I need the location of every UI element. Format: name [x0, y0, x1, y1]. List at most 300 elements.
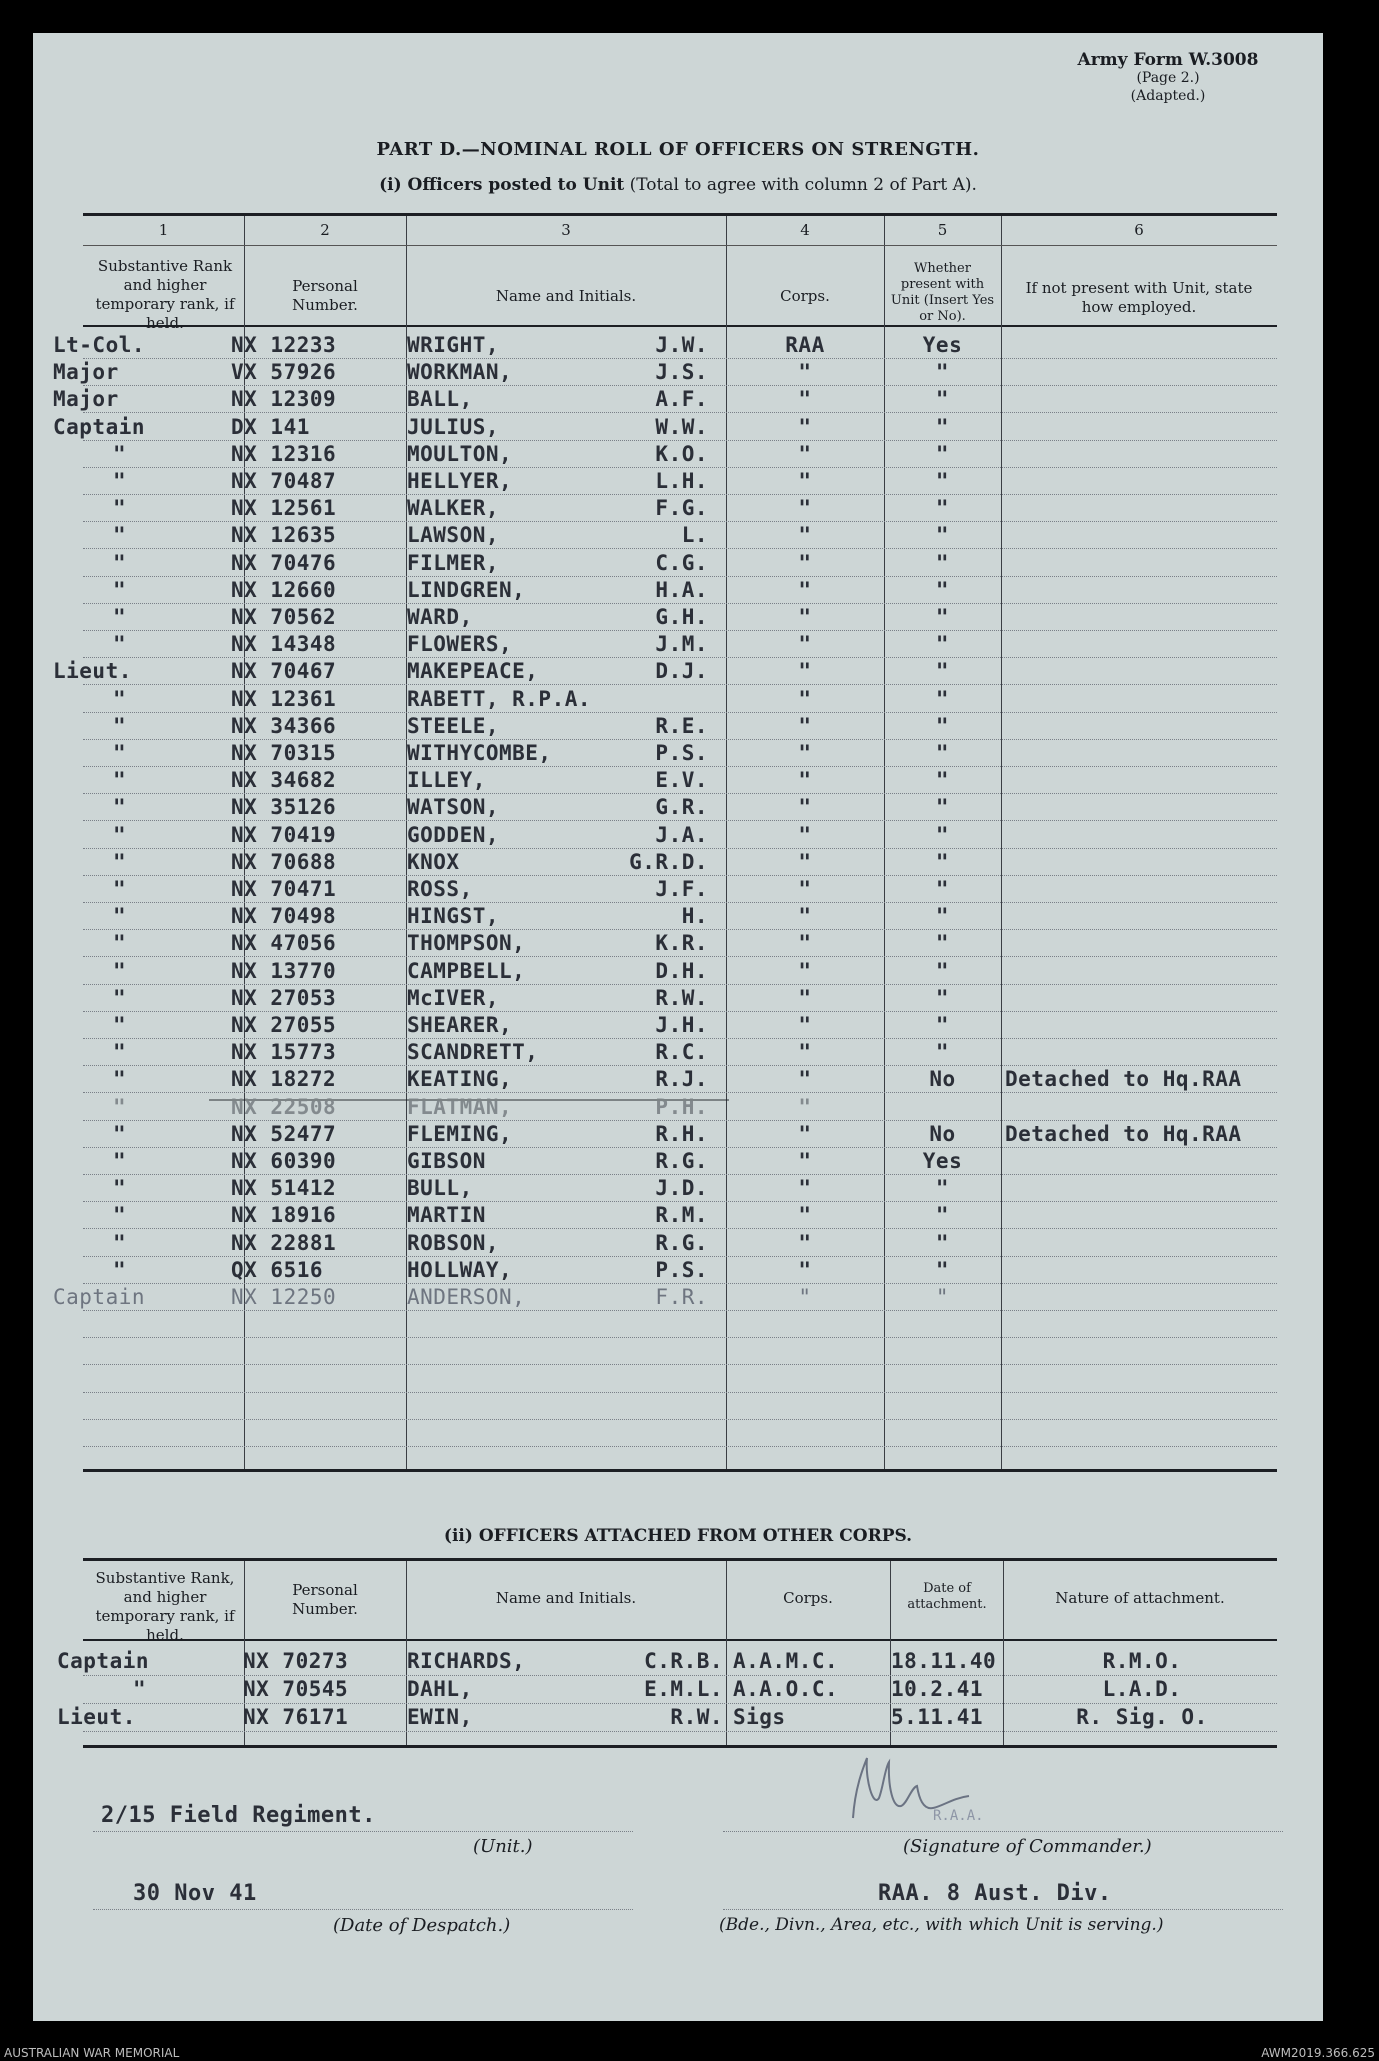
name-cell: BALL,: [407, 387, 473, 412]
present-cell: ": [935, 822, 950, 847]
number-cell: NX 70688: [231, 849, 337, 874]
corps-cell: ": [798, 577, 812, 602]
part-ii-header-number: Personal Number.: [292, 1581, 358, 1618]
name-cell: WRIGHT,: [407, 333, 500, 357]
table-row: [33, 1149, 1323, 1175]
number-cell: NX 70562: [231, 605, 337, 629]
initials-cell: R.E.: [655, 713, 708, 738]
initials-cell: A.F.: [655, 387, 708, 412]
initials-cell: J.H.: [655, 1013, 708, 1037]
name-cell: ROSS,: [407, 877, 473, 901]
name-cell: HELLYER,: [407, 469, 513, 493]
rank-cell: ": [113, 605, 127, 629]
initials-cell: G.R.D.: [629, 849, 708, 874]
rank-cell: ": [113, 1013, 127, 1037]
initials-cell: E.V.: [655, 768, 708, 793]
table-row: [33, 659, 1323, 685]
corps-cell: ": [798, 795, 812, 820]
form-id-page: (Page 2.): [1136, 70, 1200, 86]
rank-cell: ": [113, 496, 127, 521]
bde-label: (Bde., Divn., Area, etc., with which Unit is serving.): [719, 1915, 1164, 1935]
table-row: [33, 632, 1323, 658]
row-dotted-line: [83, 1337, 1277, 1338]
part-ii-header-nature: Nature of attachment.: [1055, 1589, 1225, 1607]
name-cell: GODDEN,: [407, 822, 500, 847]
table-row: [33, 605, 1323, 631]
rank-cell: ": [113, 686, 127, 711]
table-row: [33, 523, 1323, 549]
number-cell: NX 70273: [243, 1649, 349, 1673]
date-value: 30 Nov 41: [133, 1881, 257, 1906]
present-cell: ": [935, 741, 950, 765]
nature-cell: L.A.D.: [1102, 1677, 1182, 1701]
corps-cell: ": [798, 849, 812, 874]
name-cell: KNOX: [407, 849, 460, 874]
rank-cell: ": [113, 1203, 127, 1228]
initials-cell: D.J.: [655, 659, 708, 684]
present-cell: ": [935, 469, 950, 493]
initials-cell: C.G.: [655, 550, 708, 575]
rank-cell: ": [113, 904, 127, 929]
table-row: [33, 1040, 1323, 1066]
col-number-1: 1: [158, 221, 169, 239]
rank-cell: ": [113, 713, 127, 738]
name-cell: RABETT, R.P.A.: [407, 686, 592, 711]
initials-cell: R.H.: [655, 1121, 708, 1146]
corps-cell: ": [798, 360, 812, 385]
present-cell: ": [935, 904, 950, 929]
header-employed: If not present with Unit, state how employed.: [1025, 279, 1253, 316]
corps-cell: ": [798, 1285, 812, 1309]
bde-line: [723, 1909, 1283, 1910]
table-row: [33, 578, 1323, 604]
table-row: [33, 1677, 1323, 1703]
row-dotted-line: [83, 1731, 1277, 1732]
table-top-rule: [83, 213, 1277, 216]
rank-cell: ": [113, 1067, 127, 1092]
col-number-rule: [83, 245, 1277, 246]
corps-cell: ": [798, 1176, 812, 1201]
name-cell: SHEARER,: [407, 1013, 513, 1037]
number-cell: NX 18272: [231, 1067, 337, 1092]
table-row: [33, 415, 1323, 441]
table-row: [33, 741, 1323, 767]
rank-cell: ": [113, 1176, 127, 1201]
table-row: [33, 496, 1323, 522]
number-cell: NX 22508: [231, 1094, 337, 1119]
rank-cell: ": [133, 1677, 147, 1701]
date-line: [93, 1909, 633, 1910]
present-cell: ": [935, 659, 950, 684]
name-cell: GIBSON: [407, 1149, 486, 1173]
present-cell: ": [935, 1013, 950, 1037]
corps-cell: ": [798, 605, 812, 629]
document-sheet: [33, 33, 1323, 2021]
table-row: [33, 687, 1323, 713]
number-cell: NX 70545: [243, 1677, 349, 1701]
rank-cell: ": [113, 795, 127, 820]
table-row: [33, 333, 1323, 359]
initials-cell: J.M.: [655, 632, 708, 657]
initials-cell: W.W.: [655, 414, 708, 439]
header-rank: Substantive Rank and higher temporary rank, if held.: [95, 257, 235, 332]
number-cell: NX 76171: [243, 1705, 349, 1729]
rank-cell: ": [113, 741, 127, 765]
name-cell: FILMER,: [407, 550, 500, 575]
corps-cell: ": [798, 1257, 812, 1282]
name-cell: WATSON,: [407, 795, 500, 820]
svg-text:R.A.A.: R.A.A.: [933, 1808, 984, 1824]
corps-cell: ": [798, 496, 812, 521]
initials-cell: G.H.: [655, 605, 708, 629]
table-row: [33, 1122, 1323, 1148]
initials-cell: K.O.: [655, 441, 708, 466]
number-cell: NX 27055: [231, 1013, 337, 1037]
corps-cell: ": [798, 768, 812, 793]
employed-cell: Detached to Hq.RAA: [1005, 1067, 1242, 1092]
initials-cell: J.D.: [655, 1176, 708, 1201]
present-cell: ": [935, 387, 950, 412]
part-ii-header-date: Date of attachment.: [907, 1581, 987, 1612]
name-cell: ROBSON,: [407, 1230, 500, 1255]
present-cell: ": [935, 605, 950, 629]
number-cell: NX 60390: [231, 1149, 337, 1173]
corps-cell: ": [798, 550, 812, 575]
initials-cell: E.M.L.: [644, 1677, 723, 1701]
name-cell: DAHL,: [407, 1677, 473, 1701]
table-row: [33, 1203, 1323, 1229]
initials-cell: R.C.: [655, 1040, 708, 1065]
bde-value: RAA. 8 Aust. Div.: [878, 1881, 1112, 1906]
rank-cell: Major: [53, 360, 119, 385]
date-cell: 18.11.40: [891, 1649, 997, 1673]
table-row: [33, 986, 1323, 1012]
table-row: [33, 442, 1323, 468]
present-cell: ": [935, 441, 950, 466]
corps-cell: ": [798, 904, 812, 929]
present-cell: ": [935, 1285, 950, 1309]
form-id: [1033, 51, 1303, 105]
table-row: [33, 360, 1323, 386]
nature-cell: R. Sig. O.: [1076, 1705, 1208, 1729]
corps-cell: ": [798, 1230, 812, 1255]
present-cell: Yes: [922, 1149, 963, 1173]
number-cell: NX 70471: [231, 877, 337, 901]
number-cell: NX 70498: [231, 904, 337, 929]
number-cell: NX 18916: [231, 1203, 337, 1228]
number-cell: NX 27053: [231, 985, 337, 1010]
number-cell: NX 13770: [231, 958, 337, 983]
corps-cell: ": [798, 523, 812, 548]
name-cell: WORKMAN,: [407, 360, 513, 385]
rank-cell: Major: [53, 387, 119, 412]
present-cell: No: [929, 1067, 956, 1092]
row-dotted-line: [83, 1364, 1277, 1365]
part-ii-title: (ii) OFFICERS ATTACHED FROM OTHER CORPS.: [443, 1526, 913, 1546]
initials-cell: J.F.: [655, 877, 708, 901]
present-cell: ": [935, 1176, 950, 1201]
name-cell: LAWSON,: [407, 523, 500, 548]
unit-line: [93, 1831, 633, 1832]
name-cell: WARD,: [407, 605, 473, 629]
corps-cell: ": [798, 741, 812, 765]
present-cell: ": [935, 632, 950, 657]
present-cell: ": [935, 1040, 950, 1065]
present-cell: ": [935, 550, 950, 575]
number-cell: NX 70476: [231, 550, 337, 575]
table-row: [33, 714, 1323, 740]
header-name: Name and Initials.: [495, 287, 637, 305]
initials-cell: P.H.: [655, 1094, 708, 1119]
unit-value: 2/15 Field Regiment.: [101, 1803, 376, 1828]
corps-cell: ": [798, 958, 812, 983]
rank-cell: Lieut.: [53, 659, 132, 684]
form-id-number: Army Form W.3008: [1077, 50, 1259, 70]
table-bottom-rule: [83, 1469, 1277, 1472]
name-cell: MARTIN: [407, 1203, 486, 1228]
corps-cell: ": [798, 387, 812, 412]
rank-cell: ": [113, 958, 127, 983]
name-cell: EWIN,: [407, 1705, 473, 1729]
signature-label: (Signature of Commander.): [903, 1836, 1152, 1857]
table-row: [33, 1231, 1323, 1257]
present-cell: ": [935, 1230, 950, 1255]
name-cell: SCANDRETT,: [407, 1040, 539, 1065]
number-cell: NX 12660: [231, 577, 337, 602]
corps-cell: A.A.M.C.: [733, 1649, 839, 1673]
rank-cell: Lieut.: [57, 1705, 136, 1729]
name-cell: STEELE,: [407, 713, 500, 738]
present-cell: ": [935, 958, 950, 983]
number-cell: NX 12635: [231, 523, 337, 548]
present-cell: ": [935, 713, 950, 738]
row-dotted-line: [83, 1675, 1277, 1676]
corps-cell: ": [798, 1067, 812, 1092]
number-cell: NX 12316: [231, 441, 337, 466]
date-cell: 10.2.41: [891, 1677, 984, 1701]
table-row: [33, 877, 1323, 903]
initials-cell: G.R.: [655, 795, 708, 820]
present-cell: ": [935, 795, 950, 820]
rank-cell: ": [113, 985, 127, 1010]
corps-cell: ": [798, 985, 812, 1010]
corps-cell: A.A.O.C.: [733, 1677, 839, 1701]
initials-cell: P.S.: [655, 741, 708, 765]
present-cell: ": [935, 931, 950, 956]
part-ii-header-rank: Substantive Rank, and higher temporary rank, if held.: [95, 1569, 235, 1644]
corps-cell: ": [798, 1094, 812, 1119]
corps-cell: ": [798, 931, 812, 956]
initials-cell: J.S.: [655, 360, 708, 385]
rank-cell: ": [113, 822, 127, 847]
date-label: (Date of Despatch.): [333, 1915, 511, 1936]
rank-cell: ": [113, 441, 127, 466]
rank-cell: ": [113, 1230, 127, 1255]
part-ii-header-rule: [83, 1639, 1277, 1641]
table-row: [33, 795, 1323, 821]
initials-cell: F.G.: [655, 496, 708, 521]
number-cell: NX 12233: [231, 333, 337, 357]
rank-cell: ": [113, 931, 127, 956]
date-cell: 5.11.41: [891, 1705, 984, 1729]
table-row: [33, 1705, 1323, 1731]
row-dotted-line: [83, 1446, 1277, 1447]
header-number: Personal Number.: [292, 277, 358, 314]
name-cell: LINDGREN,: [407, 577, 526, 602]
number-cell: NX 15773: [231, 1040, 337, 1065]
name-cell: MOULTON,: [407, 441, 513, 466]
corps-cell: ": [798, 877, 812, 901]
commander-signature: [793, 1748, 1053, 1842]
number-cell: NX 34682: [231, 768, 337, 793]
nature-cell: R.M.O.: [1102, 1649, 1182, 1673]
initials-cell: L.H.: [655, 469, 708, 493]
table-row: [33, 387, 1323, 413]
name-cell: FLEMING,: [407, 1121, 513, 1146]
name-cell: CAMPBELL,: [407, 958, 526, 983]
corps-cell: RAA: [785, 333, 825, 357]
number-cell: NX 70487: [231, 469, 337, 493]
corps-cell: ": [798, 632, 812, 657]
col-number-3: 3: [561, 221, 571, 239]
part-ii-header-name: Name and Initials.: [495, 1589, 637, 1607]
number-cell: NX 12361: [231, 686, 337, 711]
corps-cell: ": [798, 441, 812, 466]
initials-cell: J.A.: [655, 822, 708, 847]
initials-cell: D.H.: [655, 958, 708, 983]
employed-cell: Detached to Hq.RAA: [1005, 1121, 1242, 1146]
rank-cell: ": [113, 577, 127, 602]
present-cell: ": [935, 496, 950, 521]
corps-cell: ": [798, 1203, 812, 1228]
number-cell: VX 57926: [231, 360, 337, 385]
name-cell: HINGST,: [407, 904, 500, 929]
table-row: [33, 823, 1323, 849]
subtitle-rest: (Total to agree with column 2 of Part A).: [629, 175, 977, 195]
number-cell: DX 141: [231, 414, 310, 439]
table-row: [33, 959, 1323, 985]
name-cell: RICHARDS,: [407, 1649, 526, 1673]
rank-cell: Captain: [53, 414, 146, 439]
initials-cell: R.J.: [655, 1067, 708, 1092]
table-row: [33, 1176, 1323, 1202]
name-cell: HOLLWAY,: [407, 1257, 513, 1282]
initials-cell: J.W.: [655, 333, 708, 357]
corps-cell: ": [798, 1013, 812, 1037]
page-title: PART D.—NOMINAL ROLL OF OFFICERS ON STRENGTH.: [376, 139, 980, 160]
table-row: [33, 1067, 1323, 1093]
table-row: [33, 1258, 1323, 1284]
name-cell: MAKEPEACE,: [407, 659, 539, 684]
name-cell: WALKER,: [407, 496, 500, 521]
name-cell: ILLEY,: [407, 768, 486, 793]
initials-cell: R.W.: [655, 985, 708, 1010]
present-cell: ": [935, 768, 950, 793]
present-cell: ": [935, 360, 950, 385]
name-cell: WITHYCOMBE,: [407, 741, 552, 765]
initials-cell: L.: [681, 523, 708, 548]
table-row: [33, 904, 1323, 930]
table-row: [33, 931, 1323, 957]
unit-label: (Unit.): [473, 1836, 533, 1857]
rank-cell: ": [113, 469, 127, 493]
rank-cell: ": [113, 1040, 127, 1065]
number-cell: NX 12250: [231, 1285, 337, 1309]
header-corps: Corps.: [780, 287, 830, 305]
rank-cell: ": [113, 1257, 127, 1282]
corps-cell: ": [798, 469, 812, 493]
rank-cell: Captain: [57, 1649, 150, 1673]
name-cell: FLATMAN,: [407, 1094, 513, 1119]
row-dotted-line: [83, 1419, 1277, 1420]
number-cell: NX 70315: [231, 741, 337, 765]
strike-through-line: [209, 1099, 729, 1101]
initials-cell: C.R.B.: [644, 1649, 723, 1673]
name-cell: FLOWERS,: [407, 632, 513, 657]
initials-cell: R.M.: [655, 1203, 708, 1228]
caption-left: AUSTRALIAN WAR MEMORIAL: [4, 2046, 180, 2060]
present-cell: No: [929, 1121, 956, 1146]
col-number-6: 6: [1134, 221, 1144, 239]
present-cell: Yes: [922, 333, 963, 357]
rank-cell: Lt-Col.: [53, 333, 146, 357]
col-number-4: 4: [800, 221, 810, 239]
initials-cell: K.R.: [655, 931, 708, 956]
present-cell: ": [935, 849, 950, 874]
rank-cell: ": [113, 632, 127, 657]
corps-cell: ": [798, 713, 812, 738]
present-cell: ": [935, 877, 950, 901]
subtitle: [33, 175, 1323, 195]
corps-cell: ": [798, 1121, 812, 1146]
name-cell: McIVER,: [407, 985, 500, 1010]
number-cell: NX 12309: [231, 387, 337, 412]
table-row: [33, 768, 1323, 794]
name-cell: THOMPSON,: [407, 931, 526, 956]
present-cell: ": [935, 577, 950, 602]
row-dotted-line: [83, 1392, 1277, 1393]
present-cell: ": [935, 686, 950, 711]
caption-right: AWM2019.366.625: [1261, 2046, 1375, 2060]
initials-cell: H.: [681, 904, 708, 929]
rank-cell: ": [113, 1094, 127, 1119]
table-row: [33, 551, 1323, 577]
name-cell: ANDERSON,: [407, 1285, 526, 1309]
number-cell: NX 52477: [231, 1121, 337, 1146]
table-row: [33, 1285, 1323, 1311]
corps-cell: ": [798, 686, 812, 711]
initials-cell: R.W.: [670, 1705, 723, 1729]
rank-cell: ": [113, 1149, 127, 1173]
present-cell: ": [935, 985, 950, 1010]
header-bottom-rule: [83, 325, 1277, 327]
rank-cell: ": [113, 523, 127, 548]
part-ii-bottom-rule: [83, 1745, 1277, 1748]
number-cell: NX 47056: [231, 931, 337, 956]
table-row: [33, 1095, 1323, 1121]
corps-cell: Sigs: [733, 1705, 786, 1729]
name-cell: JULIUS,: [407, 414, 500, 439]
number-cell: NX 51412: [231, 1176, 337, 1201]
form-id-adapted: (Adapted.): [1130, 88, 1206, 104]
rank-cell: Captain: [53, 1285, 146, 1309]
table-row: [33, 1013, 1323, 1039]
corps-cell: ": [798, 659, 812, 684]
col-number-2: 2: [320, 221, 330, 239]
corps-cell: ": [798, 822, 812, 847]
name-cell: BULL,: [407, 1176, 473, 1201]
table-row: [33, 850, 1323, 876]
